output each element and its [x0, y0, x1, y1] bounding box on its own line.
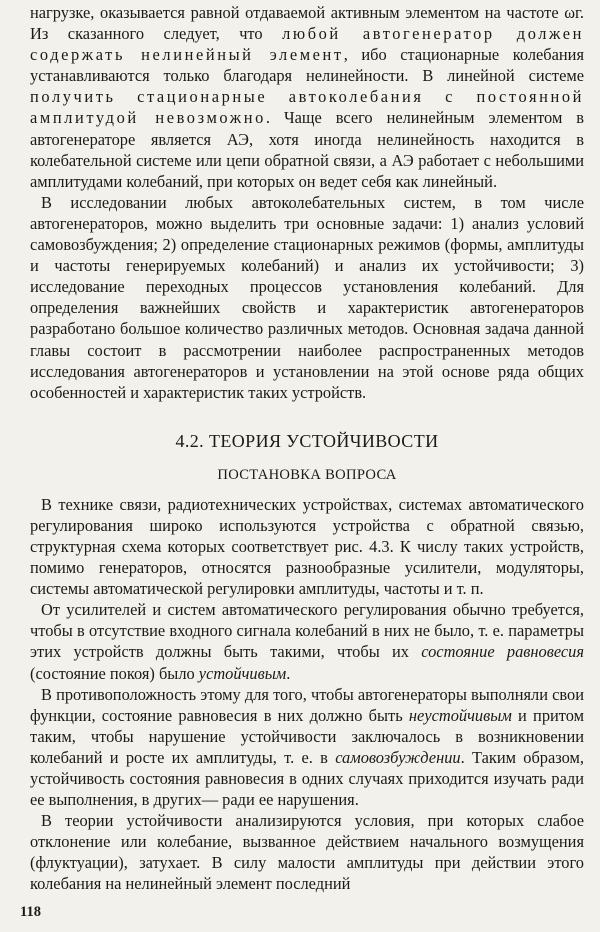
paragraph-4-text-c: (состояние покоя) было: [30, 663, 199, 683]
paragraph-5-text-c: и притом таким, чтобы нарушение устойчивости заключалось в возникновении колебаний и росте их амплитуды, т. е. в: [30, 705, 584, 767]
paragraph-3: В технике связи, радиотехнических устройствах, системах автоматического регулирования широко используются устройства с обратной связью, структурная схема которых соответствует рис. 4.3. К числу таких устройств, помимо генераторов, относятся разнообразные усилители, модуляторы, системы автоматической регулировки амплитуды, частоты и т. п.: [30, 494, 584, 599]
paragraph-1-text-e: . Чаще всего нелинейным элементом в автогенераторе является АЭ, хотя иногда нелинейность находится в колебательной системе или цепи обратной связи, а АЭ работает с небольшими амплитудами колебаний, при которых он ведет себя как линейный.: [30, 108, 585, 191]
page-number: 118: [20, 904, 41, 920]
section-heading: 4.2. ТЕОРИЯ УСТОЙЧИВОСТИ: [175, 430, 439, 451]
paragraph-4: [30, 599, 584, 683]
paragraph-1-spaced-emphasis-2: получить стационарные автоколебания с постоянной амплитудой невозможно: [30, 87, 584, 128]
paragraph-6: В теории устойчивости анализируются условия, при которых слабое отклонение или колебание, вызванное действием начального возмущения (флуктуации), затухает. В силу малости амплитуды при действии этого колебания на нелинейный элемент последний: [30, 811, 584, 894]
paragraph-1: [30, 2, 584, 192]
paragraph-5-text-a: В противоположность этому для того, чтобы автогенераторы выполняли свои функции, состояние равновесия в них должно быть: [30, 684, 584, 725]
subsection-heading: ПОСТАНОВКА ВОПРОСА: [217, 466, 397, 483]
paragraph-5-italic-1: неустойчивым: [408, 705, 512, 725]
paragraph-4-italic-1: состояние равновесия: [421, 642, 584, 662]
paragraph-5: [30, 684, 584, 811]
paragraph-1-text-c: , ибо стационарные колебания устанавливаются только благодаря нелинейности. В линейной системе: [30, 45, 584, 86]
paragraph-4-text-e: .: [286, 663, 291, 683]
paragraph-5-text-e: . Таким образом, устойчивость состояния равновесия в одних случаях приходится изучать ради ее выполнения, в других— ради ее нарушения.: [30, 747, 585, 810]
paragraph-5-italic-2: самовозбуждении: [335, 747, 461, 767]
paragraph-4-text-a: От усилителей и систем автоматического регулирования обычно требуется, чтобы в отсутствие входного сигнала колебаний в них не было, т. е. параметры этих устройств должны быть такими, чтобы их: [30, 600, 584, 662]
paragraph-2: В исследовании любых автоколебательных систем, в том числе автогенераторов, можно выделить три основные задачи: 1) анализ условий самовозбуждения; 2) определение стационарных режимов (формы, амплитуды и частоты генерируемых колебаний) и анализ их устойчивости; 3) исследование переходных процессов установления колебаний. Для определения важнейших свойств и характеристик автогенераторов разработано большое количество различных методов. Основная задача данной главы состоит в рассмотрении наиболее распространенных методов исследования автогенераторов и установлении на этой основе ряда общих особенностей и характеристик таких устройств.: [30, 192, 584, 402]
paragraph-1-spaced-emphasis-1: любой автогенератор должен содержать нелинейный элемент: [30, 24, 585, 65]
paragraph-1-text-a: нагрузке, оказывается равной отдаваемой активным элементом на частоте ωг. Из сказанного следует, что: [30, 3, 584, 44]
paragraph-4-italic-2: устойчивым: [198, 663, 287, 683]
